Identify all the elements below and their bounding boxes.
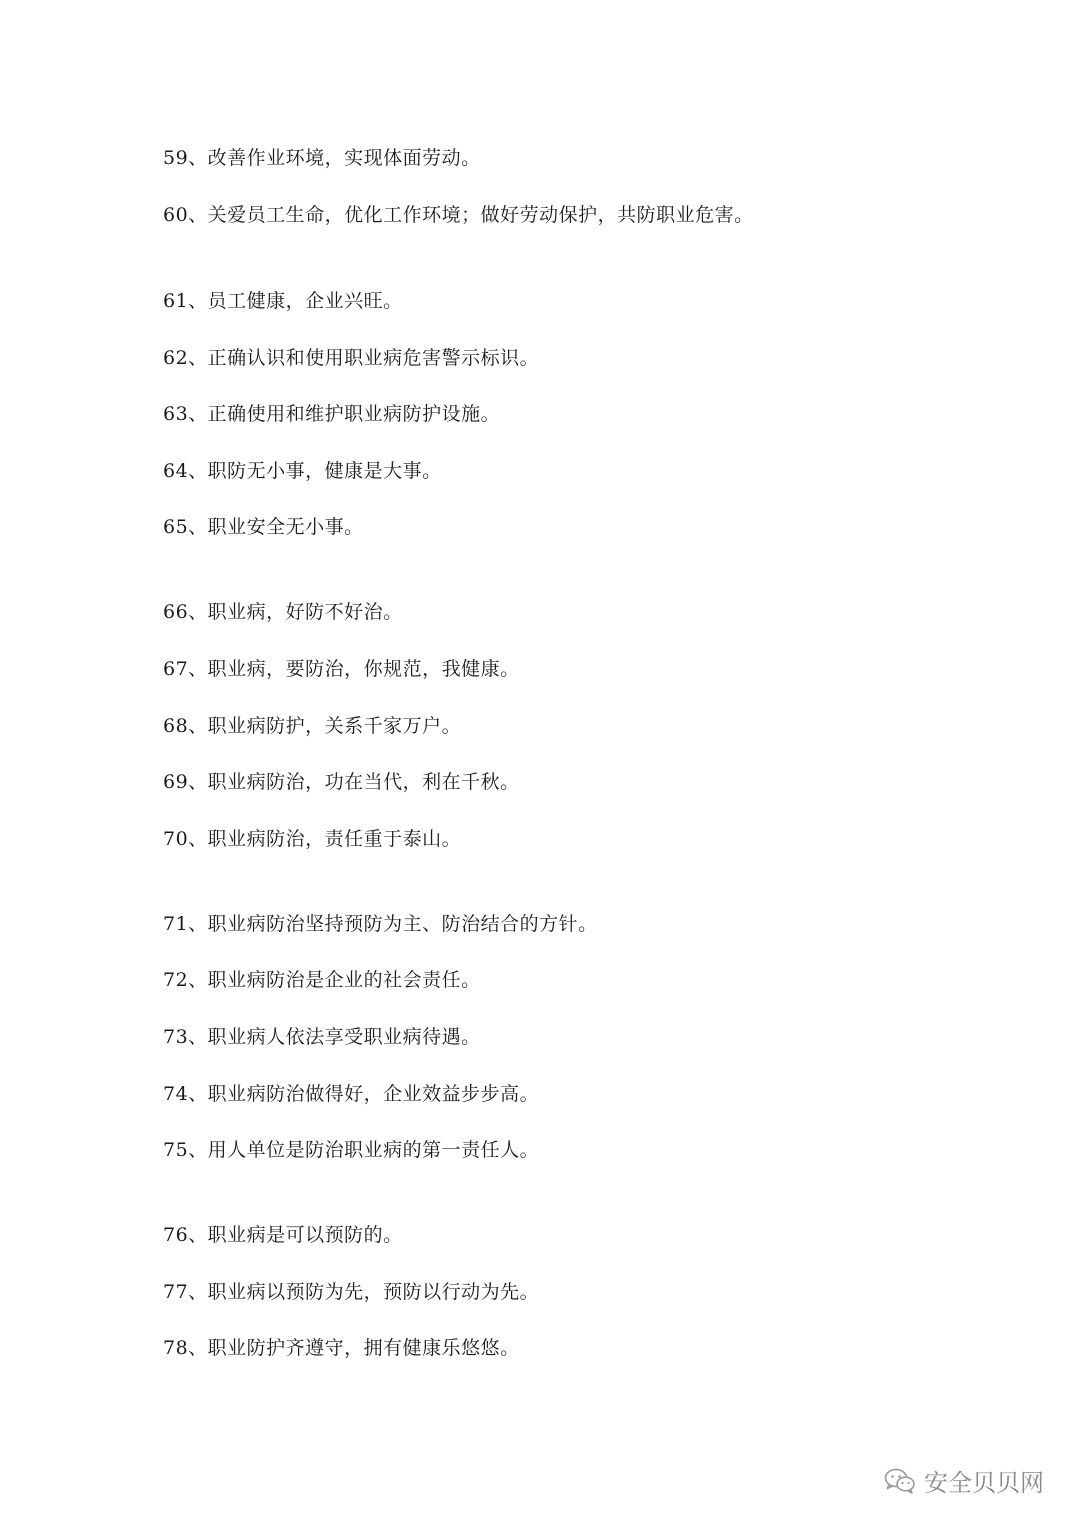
slogan-65: 65、职业安全无小事。 [163, 516, 364, 538]
watermark [884, 1463, 1044, 1498]
slogan-78: 78、职业防护齐遵守，拥有健康乐悠悠。 [163, 1337, 520, 1359]
slogan-70: 70、职业病防治，责任重于泰山。 [163, 828, 462, 850]
slogan-63: 63、正确使用和维护职业病防护设施。 [163, 403, 501, 425]
slogan-77: 77、职业病以预防为先，预防以行动为先。 [163, 1281, 540, 1303]
slogan-76: 76、职业病是可以预防的。 [163, 1224, 403, 1246]
slogan-71: 71、职业病防治坚持预防为主、防治结合的方针。 [163, 913, 598, 935]
slogan-66: 66、职业病，好防不好治。 [163, 601, 403, 623]
slogan-59: 59、改善作业环境，实现体面劳动。 [163, 147, 481, 169]
slogan-72: 72、职业病防治是企业的社会责任。 [163, 969, 481, 991]
watermark-text: 安全贝贝网 [924, 1469, 1044, 1497]
slogan-74: 74、职业病防治做得好，企业效益步步高。 [163, 1083, 540, 1105]
slogan-62: 62、正确认识和使用职业病危害警示标识。 [163, 347, 540, 369]
slogan-61: 61、员工健康，企业兴旺。 [163, 290, 403, 312]
slogan-60: 60、关爱员工生命，优化工作环境；做好劳动保护，共防职业危害。 [163, 204, 754, 226]
slogan-69: 69、职业病防治，功在当代，利在千秋。 [163, 771, 520, 793]
wechat-icon [884, 1467, 916, 1495]
slogan-73: 73、职业病人依法享受职业病待遇。 [163, 1026, 481, 1048]
slogan-75: 75、用人单位是防治职业病的第一责任人。 [163, 1139, 540, 1161]
slogan-67: 67、职业病，要防治，你规范，我健康。 [163, 658, 520, 680]
slogan-68: 68、职业病防护，关系千家万户。 [163, 715, 462, 737]
slogan-64: 64、职防无小事，健康是大事。 [163, 460, 442, 482]
